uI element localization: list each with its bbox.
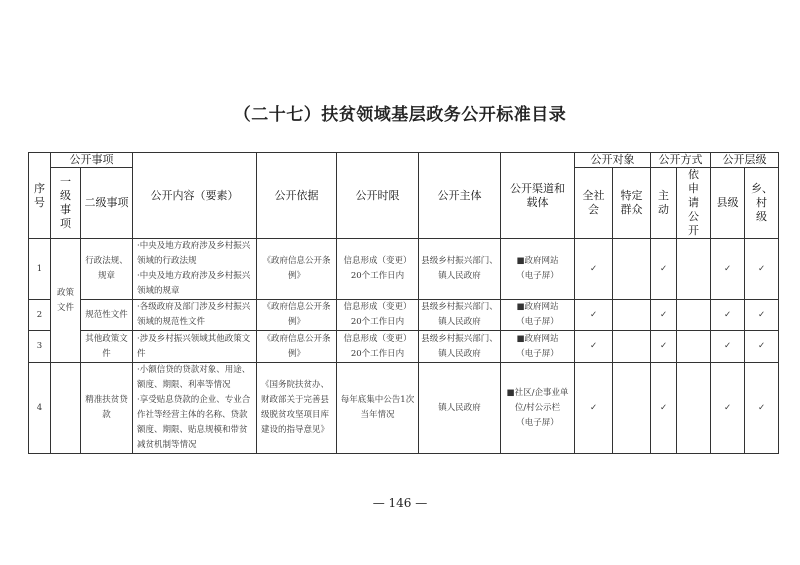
row-index: 1 xyxy=(29,239,51,300)
check-mark: ✓ xyxy=(711,300,745,331)
check-mark xyxy=(613,331,651,363)
time-limit-cell: 信息形成（变更）20个工作日内 xyxy=(337,300,419,331)
header-method-active: 主动 xyxy=(651,168,677,239)
header-target-group: 公开对象 xyxy=(575,153,651,168)
header-level-group: 公开层级 xyxy=(711,153,779,168)
level1-cell-empty xyxy=(51,363,81,454)
page-title: （二十七）扶贫领域基层政务公开标准目录 xyxy=(233,105,567,125)
channel-cell: ■政府网站 （电子屏） xyxy=(501,331,575,363)
header-target-specific: 特定群众 xyxy=(613,168,651,239)
table-row xyxy=(29,331,779,363)
header-subject: 公开主体 xyxy=(419,153,501,239)
check-mark xyxy=(613,363,651,454)
header-items-group: 公开事项 xyxy=(51,153,133,168)
table-row xyxy=(29,363,779,454)
subject-cell: 镇人民政府 xyxy=(419,363,501,454)
header-target-all: 全社会 xyxy=(575,168,613,239)
check-mark xyxy=(613,300,651,331)
catalog-table xyxy=(28,152,779,454)
header-method-group: 公开方式 xyxy=(651,153,711,168)
check-mark: ✓ xyxy=(651,363,677,454)
check-mark: ✓ xyxy=(651,239,677,300)
check-mark: ✓ xyxy=(745,239,779,300)
row-index: 4 xyxy=(29,363,51,454)
channel-cell: ■政府网站 （电子屏） xyxy=(501,239,575,300)
level1-cell: 政策文件 xyxy=(51,239,81,363)
header-level1: 一级事项 xyxy=(51,168,81,239)
basis-cell: 《国务院扶贫办、财政部关于完善县级脱贫攻坚项目库建设的指导意见》 xyxy=(257,363,337,454)
content-cell: ·涉及乡村振兴领域其他政策文件 xyxy=(133,331,257,363)
header-method-request: 依申请公开 xyxy=(677,168,711,239)
time-limit-cell: 每年底集中公告1次当年情况 xyxy=(337,363,419,454)
table-row xyxy=(29,300,779,331)
check-mark xyxy=(613,239,651,300)
basis-cell: 《政府信息公开条例》 xyxy=(257,239,337,300)
level2-cell: 其他政策文件 xyxy=(81,331,133,363)
check-mark: ✓ xyxy=(575,239,613,300)
header-channel: 公开渠道和载体 xyxy=(501,153,575,239)
subject-cell: 县级乡村振兴部门、镇人民政府 xyxy=(419,331,501,363)
check-mark: ✓ xyxy=(575,363,613,454)
header-level-town: 乡、村级 xyxy=(745,168,779,239)
level2-cell: 规范性文件 xyxy=(81,300,133,331)
basis-cell: 《政府信息公开条例》 xyxy=(257,331,337,363)
subject-cell: 县级乡村振兴部门、镇人民政府 xyxy=(419,239,501,300)
row-index: 2 xyxy=(29,300,51,331)
check-mark: ✓ xyxy=(711,363,745,454)
channel-cell: ■社区/企事业单位/村公示栏 （电子屏） xyxy=(501,363,575,454)
check-mark xyxy=(677,331,711,363)
check-mark: ✓ xyxy=(745,331,779,363)
subject-cell: 县级乡村振兴部门、镇人民政府 xyxy=(419,300,501,331)
header-index: 序号 xyxy=(29,153,51,239)
level2-cell: 行政法规、规章 xyxy=(81,239,133,300)
header-level2: 二级事项 xyxy=(81,168,133,239)
time-limit-cell: 信息形成（变更）20个工作日内 xyxy=(337,239,419,300)
check-mark: ✓ xyxy=(711,239,745,300)
header-content: 公开内容（要素） xyxy=(133,153,257,239)
page-number: — 146 — xyxy=(372,496,428,510)
check-mark: ✓ xyxy=(575,331,613,363)
check-mark: ✓ xyxy=(745,363,779,454)
check-mark: ✓ xyxy=(745,300,779,331)
check-mark xyxy=(677,300,711,331)
content-cell: ·小额信贷的贷款对象、用途、额度、期限、利率等情况 ·享受贴息贷款的企业、专业合作社等经营主体的名称、贷款额度、期限、贴息规模和带贫减贫机制等情况 xyxy=(133,363,257,454)
channel-cell: ■政府网站 （电子屏） xyxy=(501,300,575,331)
header-time-limit: 公开时限 xyxy=(337,153,419,239)
check-mark: ✓ xyxy=(651,331,677,363)
level2-cell: 精准扶贫贷款 xyxy=(81,363,133,454)
content-cell: ·中央及地方政府涉及乡村振兴领域的行政法规 ·中央及地方政府涉及乡村振兴领域的规章 xyxy=(133,239,257,300)
basis-cell: 《政府信息公开条例》 xyxy=(257,300,337,331)
header-level-county: 县级 xyxy=(711,168,745,239)
table-row xyxy=(29,239,779,300)
check-mark: ✓ xyxy=(575,300,613,331)
header-basis: 公开依据 xyxy=(257,153,337,239)
content-cell: ·各级政府及部门涉及乡村振兴领域的规范性文件 xyxy=(133,300,257,331)
check-mark xyxy=(677,363,711,454)
check-mark: ✓ xyxy=(711,331,745,363)
check-mark xyxy=(677,239,711,300)
time-limit-cell: 信息形成（变更）20个工作日内 xyxy=(337,331,419,363)
row-index: 3 xyxy=(29,331,51,363)
check-mark: ✓ xyxy=(651,300,677,331)
